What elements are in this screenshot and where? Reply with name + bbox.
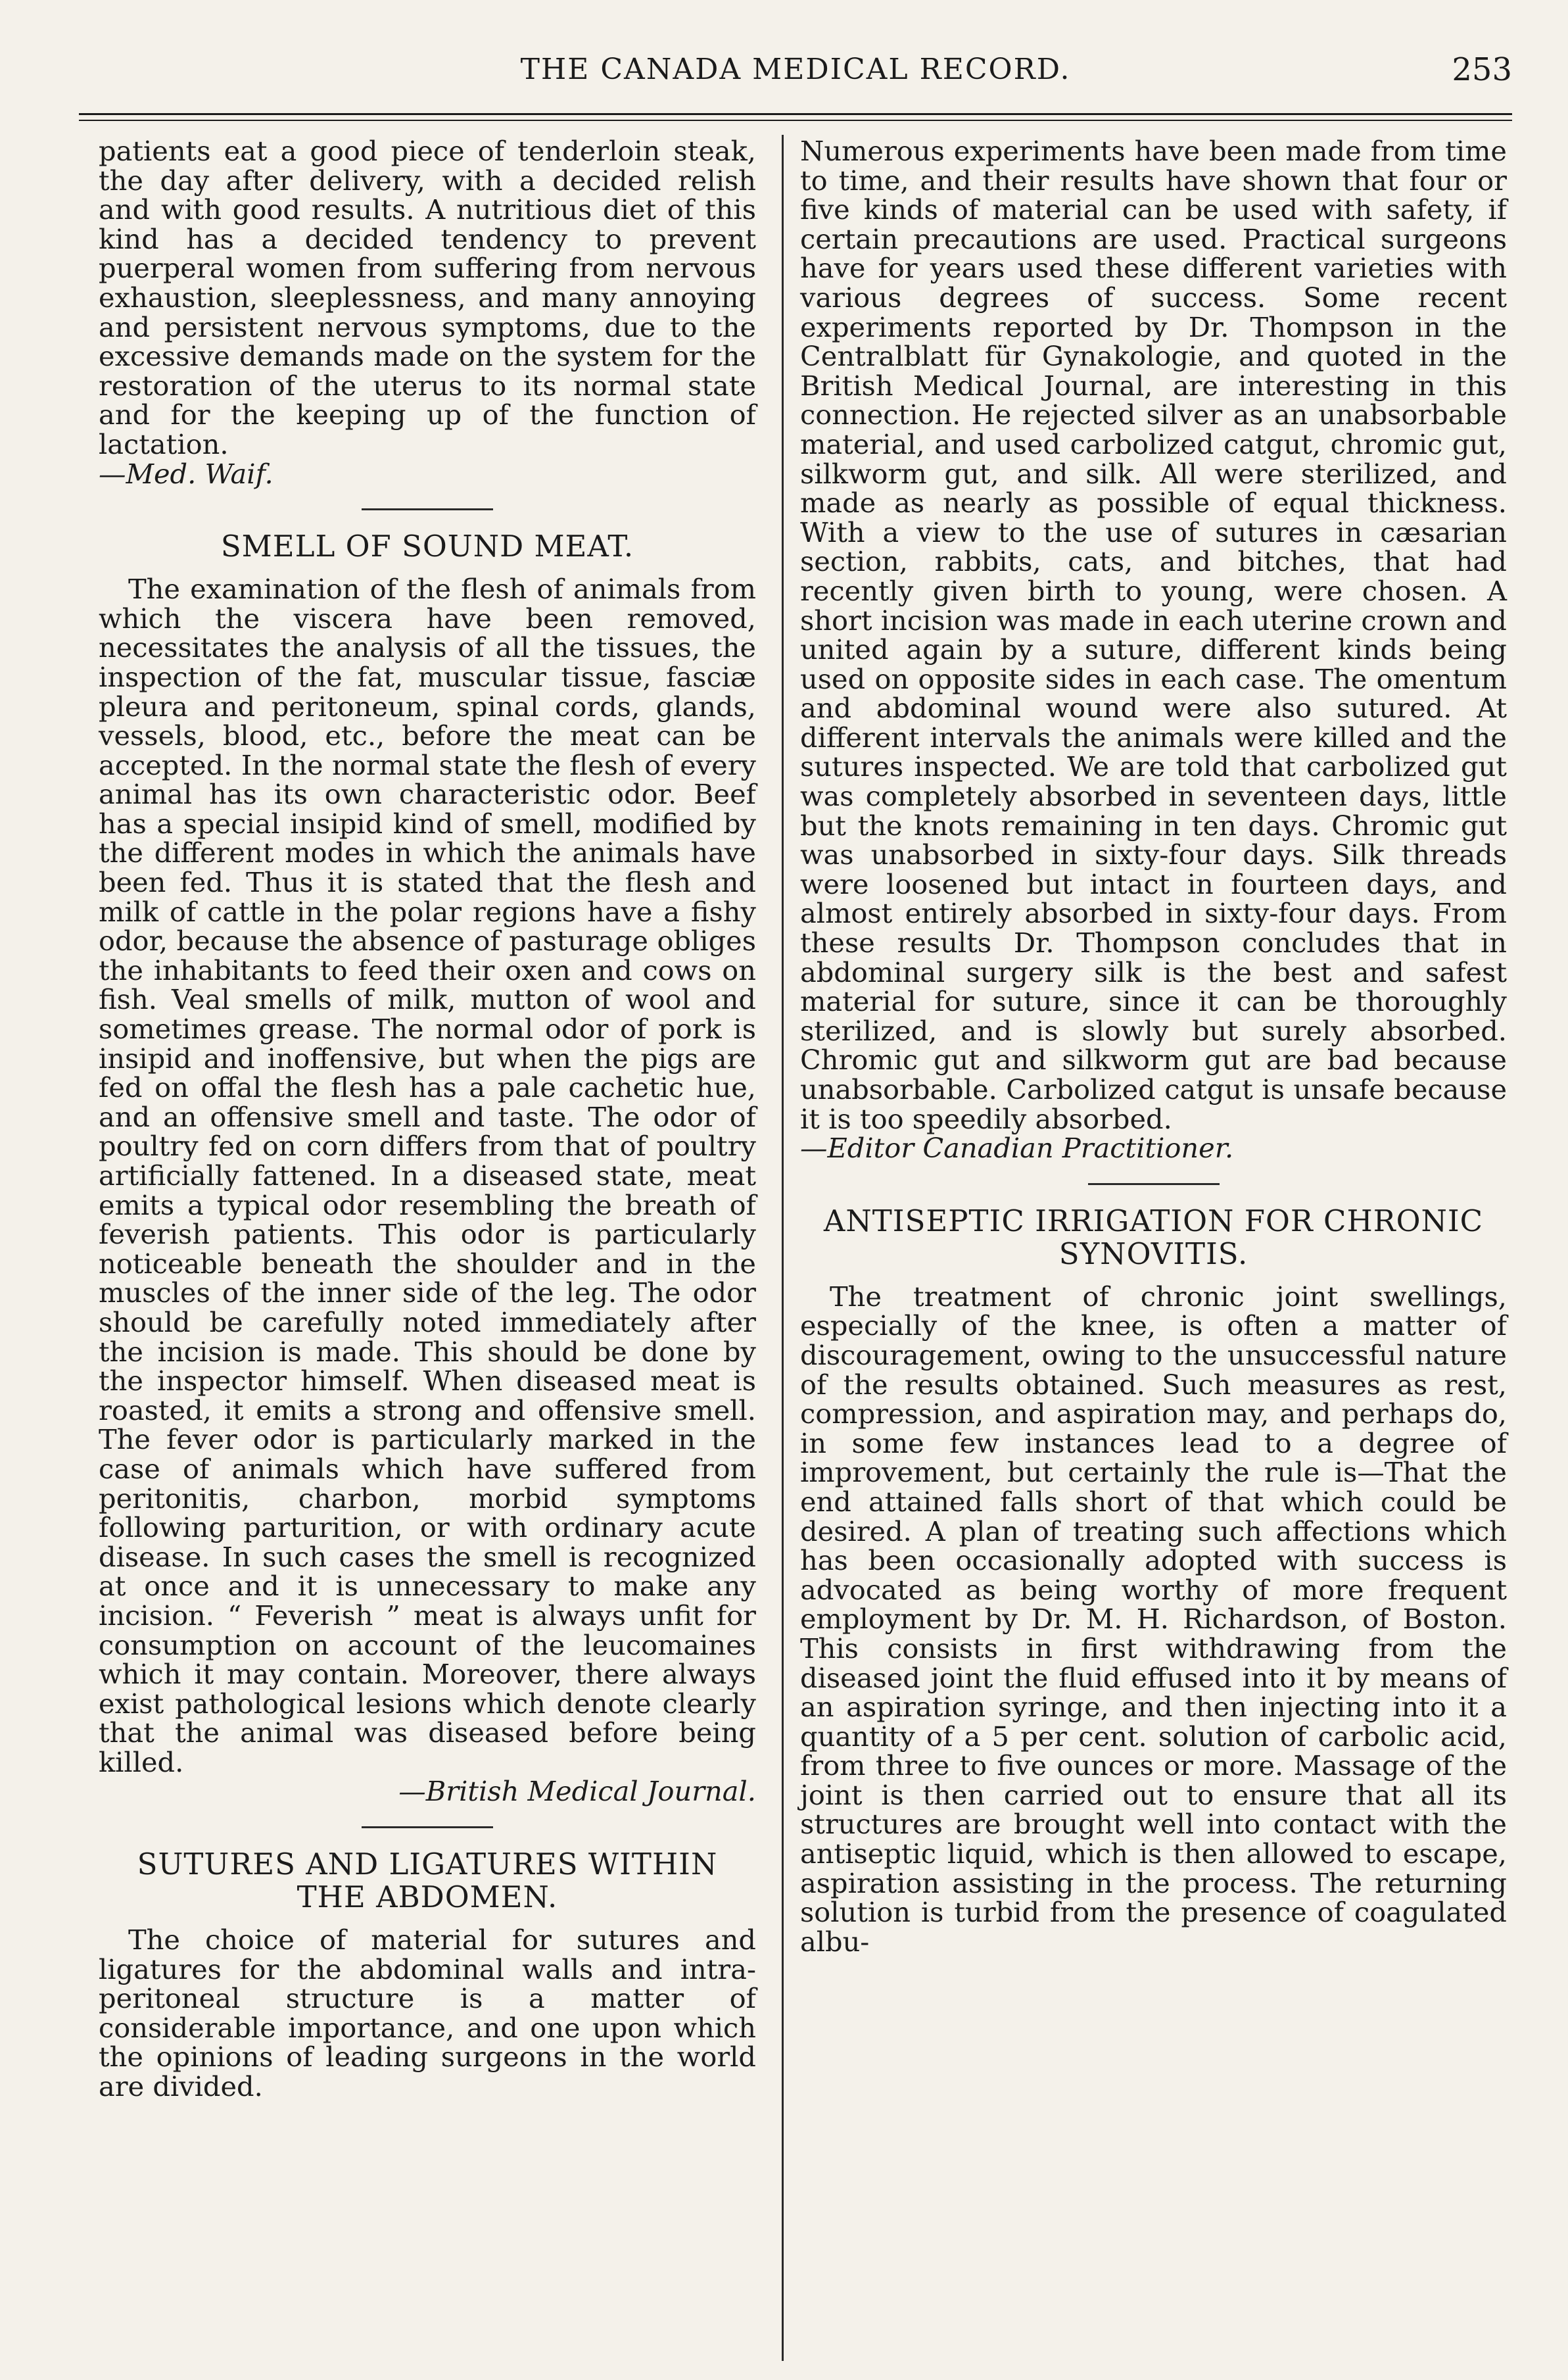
article-title-antiseptic-irrigation: ANTISEPTIC IRRIGATION FOR CHRONIC SYNOVITIS.	[823, 1203, 1484, 1271]
article-title-smell-of-sound-meat: SMELL OF SOUND MEAT.	[220, 529, 634, 564]
article-body-antiseptic-irrigation: The treatment of chronic joint swellings, especially of the knee, is often a matter of discouragement, owing to the unsuccessful nature of the results obtained. Such measures as rest, compression, and aspiration may, and perhaps do, in some few instances lead to a degree of improvement, but certainly the rule is—That the end attained falls short of that which could be desired. A plan of treating such affections which has been occasionally adopted with success is advocated as being worthy of more frequent employment by Dr. M. H. Richardson, of Boston. This consists in first withdrawing from the diseased joint the fluid effused into it by means of an aspiration syringe, and then injecting into it a quantity of a 5 per cent. solution of carbolic acid, from three to five ounces or more. Massage of the joint is then carried out to ensure that all its structures are brought well into contact with the antiseptic liquid, which is then allowed to escape, aspiration assisting in the process. The returning solution is turbid from the presence of coagulated albu-	[800, 1280, 1507, 1958]
journal-title: THE CANADA MEDICAL RECORD.	[520, 53, 1071, 86]
page-number: 253	[1452, 51, 1512, 88]
article-body-smell-of-sound-meat: The examination of the flesh of animals from which the viscera have been removed, necessitates the analysis of all the tissues, the inspection of the fat, muscular tissue, fasciæ pleura and peritoneum, spinal cords, glands, vessels, blood, etc., before the meat can be accepted. In the normal state the flesh of every animal has its own characteristic odor. Beef has a special insipid kind of smell, modified by the different modes in which the animals have been fed. Thus it is stated that the flesh and milk of cattle in the polar regions have a fishy odor, because the absence of pasturage obliges the inhabitants to feed their oxen and cows on fish. Veal smells of milk, mutton of wool and sometimes grease. The normal odor of pork is insipid and inoffensive, but when the pigs are fed on offal the flesh has a pale cachetic hue, and an offensive smell and taste. The odor of poultry fed on corn differs from that of poultry artificially fattened. In a diseased state, meat emits a typical odor resembling the breath of feverish patients. This odor is particularly noticeable beneath the shoulder and in the muscles of the inner side of the leg. The odor should be carefully noted immediately after the incision is made. This should be done by the inspector himself. When diseased meat is roasted, it emits a strong and offensive smell. The fever odor is particularly marked in the case of animals which have suffered from peritonitis, charbon, morbid symptoms following parturition, or with ordinary acute disease. In such cases the smell is recognized at once and it is unnecessary to make any incision. “ Feverish ” meat is always unfit for consumption on account of the leucomaines which it may contain. Moreover, there always exist pathological lesions which denote clearly that the animal was diseased before being killed.	[99, 573, 756, 1778]
right-column	[800, 137, 1507, 1956]
article-source: —Editor Canadian Practitioner.	[800, 1132, 1234, 1165]
header-rule-thick	[79, 113, 1512, 115]
left-column	[99, 137, 756, 2102]
header-rule-thin	[79, 120, 1512, 121]
column-divider	[782, 135, 784, 2361]
article-continuation-text: patients eat a good piece of tenderloin steak, the day after delivery, with a decided relish and with good results. A nutritious diet of this kind has a decided tendency to prevent puerperal women from suffering from nervous exhaustion, sleeplessness, and many annoying and persistent nervous symptoms, due to the excessive demands made on the system for the restoration of the uterus to its normal state and for the keeping up of the function of lactation.	[99, 135, 756, 460]
article-source: —British Medical Journal.	[398, 1775, 756, 1808]
article-source: —Med. Waif.	[99, 457, 273, 490]
article-body-sutures-continued: Numerous experiments have been made from time to time, and their results have shown that four or five kinds of material can be used with safety, if certain precautions are used. Practical surgeons have for years used these different varieties with various degrees of success. Some recent experiments reported by Dr. Thompson in the Centralblatt für Gynakologie, and quoted in the British Medical Journal, are interesting in this connection. He rejected silver as an unabsorbable material, and used carbolized catgut, chromic gut, silkworm gut, and silk. All were sterilized, and made as nearly as possible of equal thickness. With a view to the use of sutures in cæsarian section, rabbits, cats, and bitches, that had recently given birth to young, were chosen. A short incision was made in each uterine crown and united again by a suture, different kinds being used on opposite sides in each case. The omentum and abdominal wound were also sutured. At different intervals the animals were killed and the sutures inspected. We are told that carbolized gut was completely absorbed in seventeen days, little but the knots remaining in ten days. Chromic gut was unabsorbed in sixty-four days. Silk threads were loosened but intact in fourteen days, and almost entirely absorbed in sixty-four days. From these results Dr. Thompson concludes that in abdominal surgery silk is the best and safest material for suture, since it can be thoroughly sterilized, and is slowly but surely absorbed. Chromic gut and silkworm gut are bad because unabsorbable. Carbolized catgut is unsafe because it is too speedily absorbed.	[800, 135, 1507, 1135]
article-body-sutures-and-ligatures: The choice of material for sutures and ligatures for the abdominal walls and intra-peritoneal structure is a matter of considerable importance, and one upon which the opinions of leading surgeons in the world are divided.	[99, 1924, 756, 2103]
article-title-sutures-and-ligatures: SUTURES AND LIGATURES WITHIN THE ABDOMEN.	[137, 1847, 718, 1915]
page-header	[79, 46, 1512, 105]
